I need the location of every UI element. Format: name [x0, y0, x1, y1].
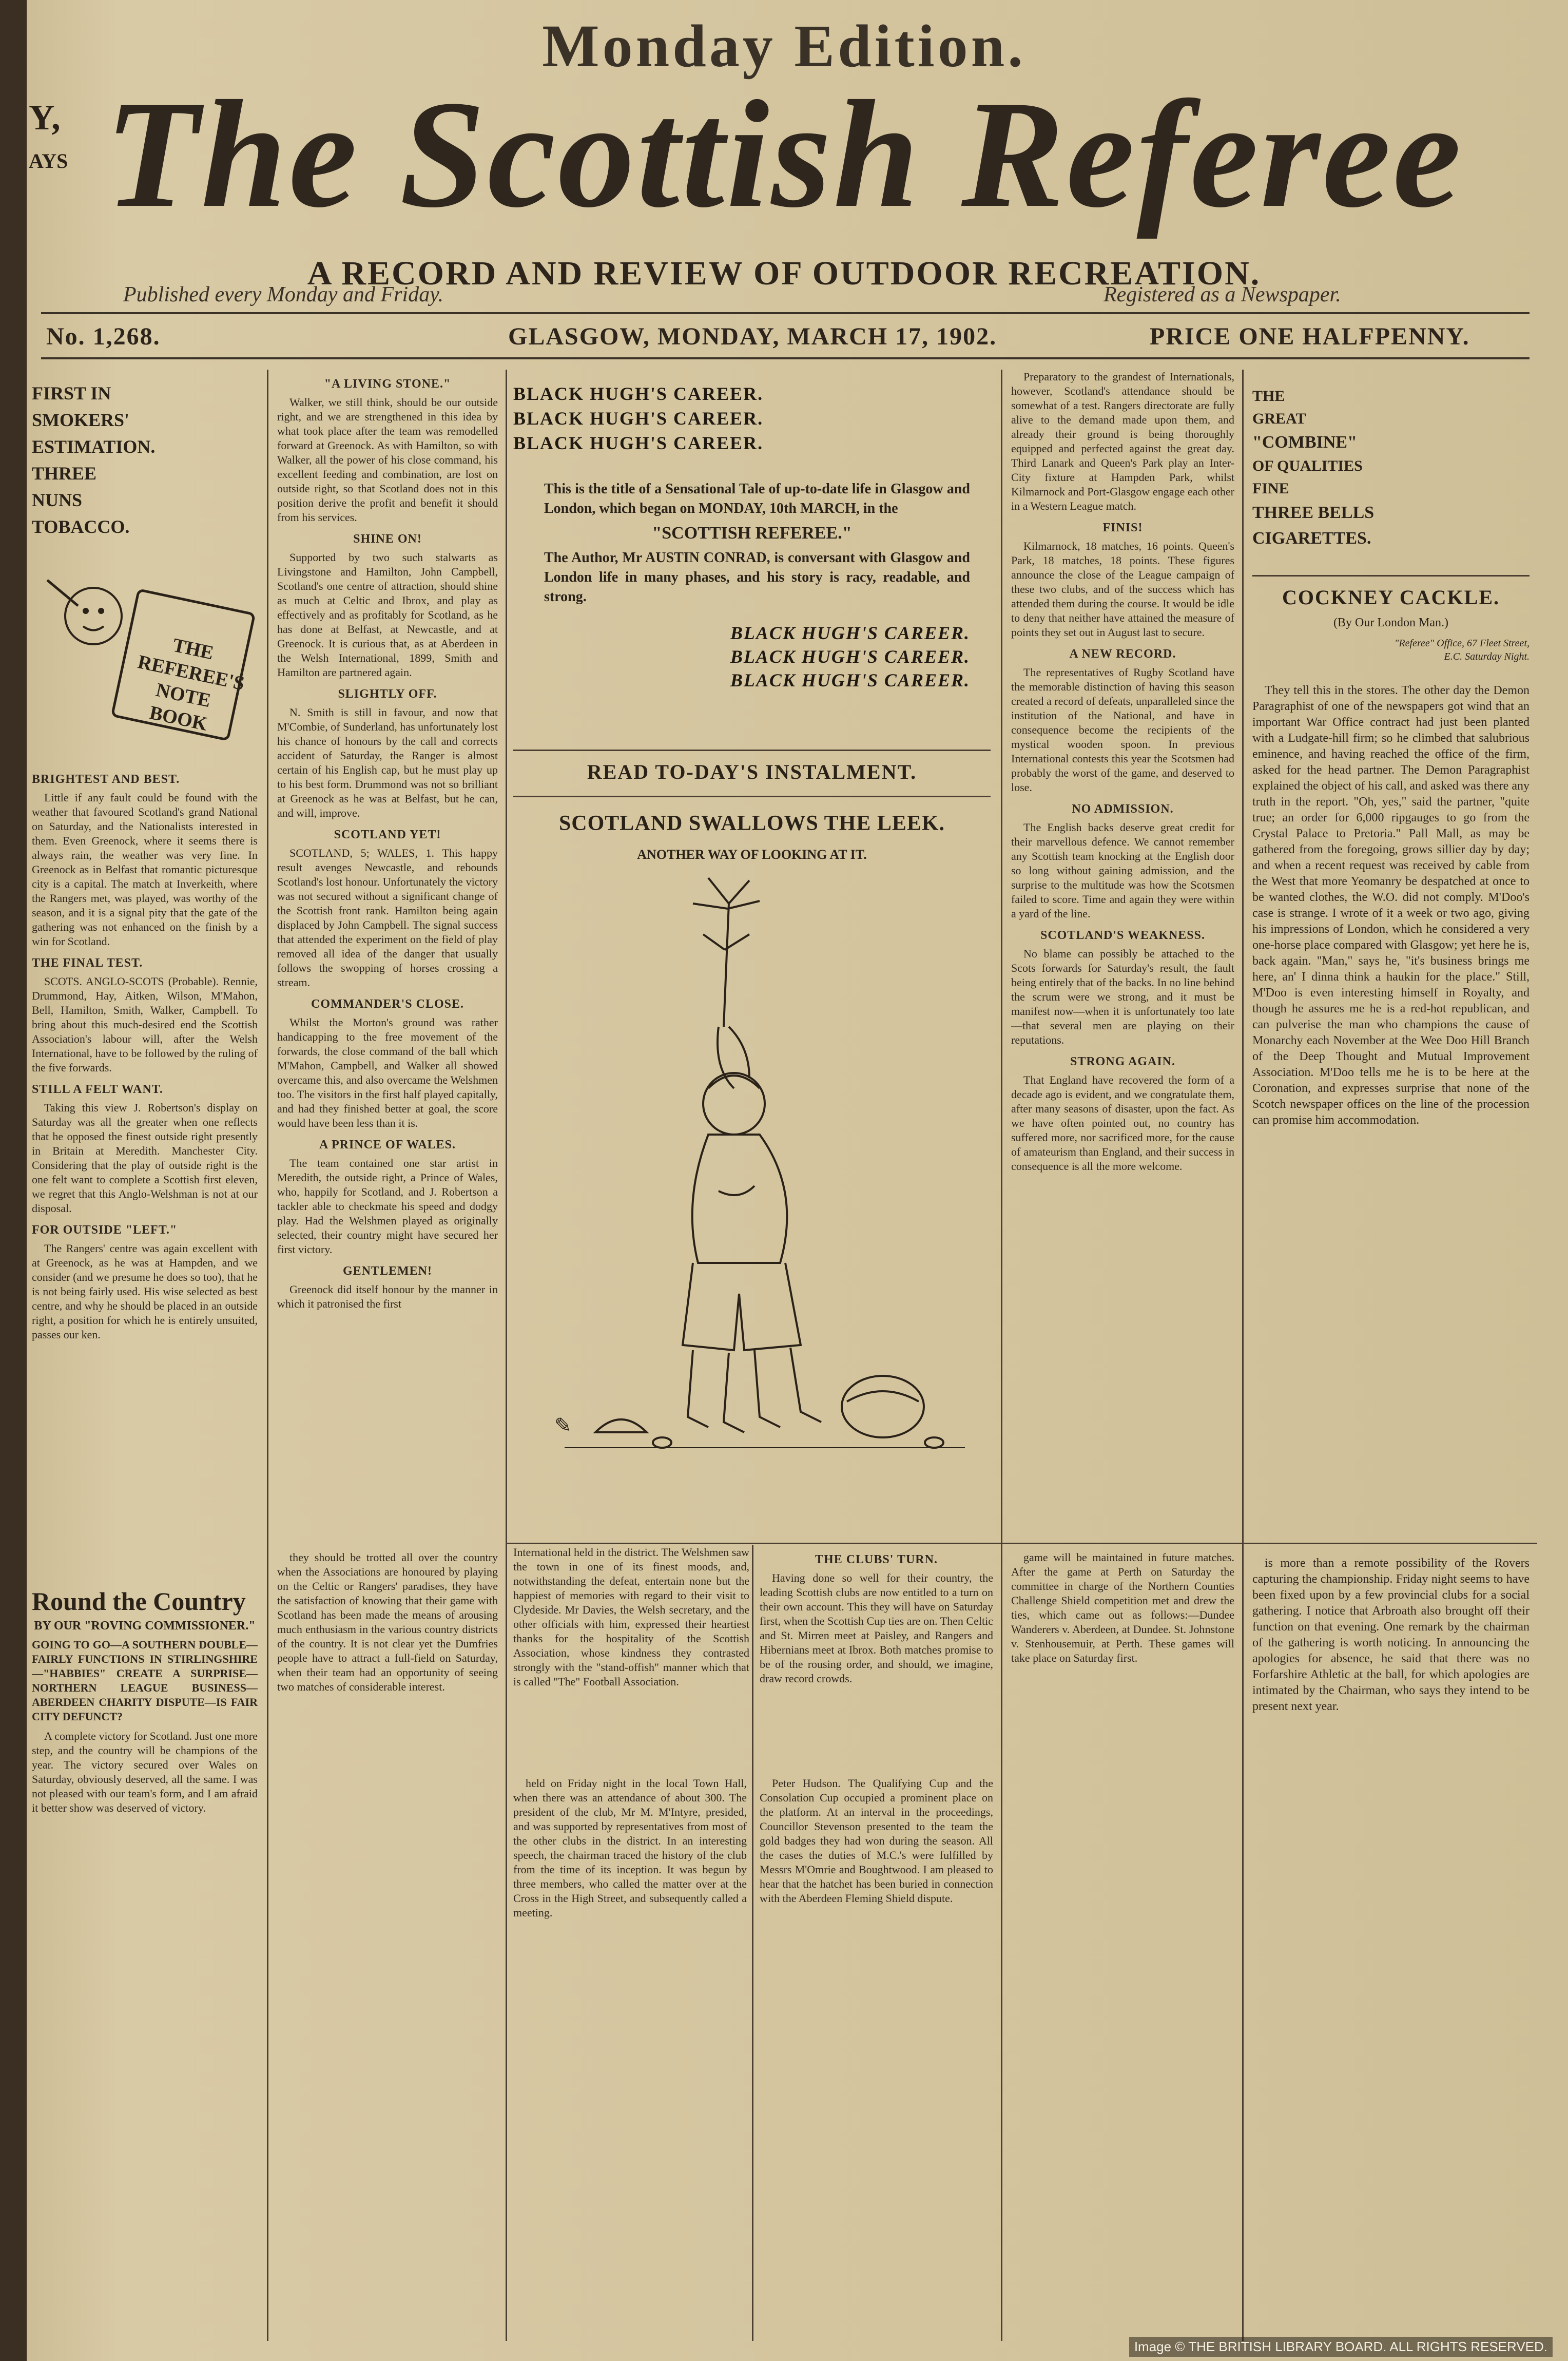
section-heading: SHINE ON!: [353, 532, 422, 546]
notebook-logo: [32, 560, 258, 755]
article-text: Whilst the Morton's ground was rather handicapping to the free movement of the forwards, the close command of the ball which M'Mahon, Campbell, and Walker all showed overcame this, and also overcame the Welshmen too. The visitors in the first half played capitally, and had they finished better at goal, the score would have been less than it is.: [277, 1016, 498, 1129]
image-credit: Image © THE BRITISH LIBRARY BOARD. ALL RIGHTS RESERVED.: [1129, 2337, 1553, 2357]
ad-line: NUNS: [32, 490, 83, 510]
section-heading: THE FINAL TEST.: [32, 956, 143, 970]
bottom-column-d: [1011, 1550, 1234, 2341]
column-rule: [752, 1545, 753, 2341]
article-text: International held in the district. The Welshmen saw the town in one of its finest moods, and, notwithstanding the defeat, entertain none but the happiest of memories with regard to their visit to Clydeside. Mr Davies, the Welsh secretary, and the other officials with him, expressed their heartiest thanks for the hospitality of the Scottish Association, whose kindness they contrasted strongly with the "stand-offish" manner which that is called "The" Football Association.: [513, 1546, 749, 1688]
section-heading: STRONG AGAIN.: [1070, 1055, 1176, 1068]
section-heading: COMMANDER'S CLOSE.: [311, 997, 464, 1011]
article-text: SCOTLAND, 5; WALES, 1. This happy result avenges Newcastle, and rebounds Scotland's lost honour. Unfortunately the victory was not secured without a significant change of the Scottish front rank. Hamilton being again displaced by John Campbell. The signal success that attended the experiment on the field of play removed all idea of the danger that usually follows the swopping of horses crossing a stream.: [277, 847, 498, 989]
registered-note: Registered as a Newspaper.: [1104, 283, 1341, 306]
round-country-byline: BY OUR "ROVING COMMISSIONER.": [34, 1619, 256, 1633]
notebook-label: THE REFEREE'S NOTE BOOK: [135, 634, 246, 735]
issue-number: No. 1,268.: [46, 323, 161, 350]
ad-line: FIRST IN: [32, 383, 111, 404]
bottom-column-c: [760, 1776, 993, 2341]
cockney-cackle-address: "Referee" Office, 67 Fleet Street, E.C. Saturday Night.: [1395, 638, 1530, 662]
promo-text: This is the title of a Sensational Tale of up-to-date life in Glasgow and London, which began on MONDAY, 10th MARCH, in the: [544, 481, 970, 516]
ad-line: "COMBINE": [1252, 433, 1357, 452]
promo-paper-name: "SCOTTISH REFEREE.": [652, 524, 852, 543]
column-two-articles: [277, 370, 498, 1545]
column-rule: [506, 370, 507, 2341]
article-text: A complete victory for Scotland. Just one more step, and the country will be champions of the year. The victory secured over Wales on Saturday, obviously deserved, all the same. I was not pleased with our team's form, and I am afraid it better show was deserved of victory.: [32, 1730, 258, 1814]
cartoon-subtitle: ANOTHER WAY OF LOOKING AT IT.: [637, 847, 867, 862]
price: PRICE ONE HALFPENNY.: [1150, 323, 1470, 350]
cockney-cackle-title: COCKNEY CACKLE.: [1282, 586, 1500, 609]
article-text: That England have recovered the form of a decade ago is evident, and we congratulate them, after many seasons of disaster, upon the fact. As we have often pointed out, no country has suffered more, nor sacrificed more, for the cause of amateurism than England, and their success in consequence is all the more welcome.: [1011, 1073, 1234, 1173]
section-heading: SCOTLAND YET!: [334, 828, 441, 841]
ad-line: SMOKERS': [32, 410, 130, 430]
dateline-rule: [41, 357, 1530, 359]
section-heading: SLIGHTLY OFF.: [338, 687, 437, 701]
article-text: Greenock did itself honour by the manner in which it patronised the first: [277, 1283, 498, 1310]
masthead-subtitle: A RECORD AND REVIEW OF OUTDOOR RECREATION.: [307, 255, 1261, 292]
column-rule: [1242, 370, 1244, 2341]
ad-line: THE: [1252, 388, 1285, 405]
article-text: Preparatory to the grandest of Internationals, however, Scotland's attendance should be somewhat of a test. Rangers directorate are fully alive to the demand made upon them, and already their ground is being thoroughly equipped and perfected against the great day. Third Lanark and Queen's Park play an Inter-City fixture at Hampden Park, whilst Kilmarnock and Port-Glasgow engage each other in a Western League match.: [1011, 370, 1234, 512]
section-heading: A PRINCE OF WALES.: [319, 1138, 456, 1151]
section-heading: THE CLUBS' TURN.: [815, 1553, 938, 1566]
section-rule: [513, 750, 991, 751]
cockney-cackle-body: [1252, 683, 1530, 1550]
article-text: Taking this view J. Robertson's display on Saturday was all the greater when one reflects that he opposed the finest outside right presently in Britain at Meredith. Manchester City. Considering that the play of outside right is the one felt want to complete a Scottish first eleven, we regret that this Anglo-Welshman is not at our disposal.: [32, 1101, 258, 1215]
masthead-rule: [41, 312, 1530, 314]
article-text: The English backs deserve great credit for their marvellous defence. We cannot remember any Scottish team knocking at the English door so long without gaining admission, and the surprise to the multitude was how the Scotsmen failed to score. Time and again they were within a yard of the line.: [1011, 821, 1234, 920]
article-text: Kilmarnock, 18 matches, 16 points. Queen's Park, 18 matches, 18 points. These figures announce the close of the League campaign of these two clubs, and of the success which has attended them during the course. It would be idle to deny that neither have attained the measure of points they set out in August last to secure.: [1011, 540, 1234, 639]
artist-monogram: ✎: [554, 1414, 572, 1437]
section-heading: NO ADMISSION.: [1072, 802, 1174, 816]
margin-fragment: Y,: [29, 98, 61, 138]
instalment-notice: READ TO-DAY'S INSTALMENT.: [587, 760, 917, 783]
section-heading: SCOTLAND'S WEAKNESS.: [1040, 929, 1205, 942]
section-heading: BRIGHTEST AND BEST.: [32, 773, 180, 786]
section-heading: GENTLEMEN!: [342, 1264, 432, 1278]
column-rule: [267, 370, 268, 2341]
article-text: Little if any fault could be found with the weather that favoured Scotland's grand National on Saturday, and the Nationalists interested in them. Even Greenock, where it seems there is always rain, the weather was very fine. In Greenock as in Belfast that romantic picturesque city is a capital. The match at Inverkeith, where the Rangers met, was played, was worthy of the season, and it is a signal pity that the gate of the gathering was not enhanced on the finish by a win for Scotland.: [32, 791, 258, 948]
ad-line: FINE: [1252, 480, 1289, 497]
article-text: N. Smith is still in favour, and now that M'Combie, of Sunderland, has unfortunately lost his chance of honours by the call and corrects accident of Saturday, the Ranger is almost certain of his English cap, but he must play up to his best form. Drummond was not so brilliant at Greenock as he was at Belfast, but he can, and will, improve.: [277, 706, 498, 819]
right-column-articles: [1011, 370, 1234, 1550]
article-text: SCOTS. ANGLO-SCOTS (Probable). Rennie, Drummond, Hay, Aitken, Wilson, M'Mahon, Bell, Hamilton, Smith, Walker, Campbell. To bring about this much-desired end the Scottish Association's labour will, after the Welsh International, have to be followed by the ruling of the five forwards.: [32, 975, 258, 1074]
round-country-body: [32, 1638, 258, 2341]
article-text: Walker, we still think, should be our outside right, and we are strengthened in this idea by what took place after the team was remodelled forward at Greenock. As with Hamilton, so with Walker, all the power of his close command, his excellent feeding and combination, are lost on outside right, so that Scotland does not in this position derive the profit and benefit it should from his services.: [277, 396, 498, 524]
promo-heading: BLACK HUGH'S CAREER.: [730, 646, 970, 667]
bottom-column-a: [277, 1550, 498, 2341]
promo-heading: BLACK HUGH'S CAREER.: [730, 623, 970, 643]
article-text: No blame can possibly be attached to the Scots forwards for Saturday's result, the fault being entirely that of the backs. In no line behind the scrum were we strong, and it must be manifest now—when it is unfortunately too late—that several men are playing on their reputations.: [1011, 947, 1234, 1046]
article-text: Peter Hudson. The Qualifying Cup and the Consolation Cup occupied a prominent place on the platform. At an interval in the proceedings, Councillor Stevenson presented to the team the gold badges they had won during the season. All the cases the duties of M.C.'s were fulfilled by Messrs M'Omrie and Boughtwood. I am pleased to hear that the hatchet has been buried in connection with the Aberdeen Fleming Shield dispute.: [760, 1777, 993, 1905]
section-heading: STILL A FELT WANT.: [32, 1083, 163, 1096]
bottom-column-e: [1252, 1556, 1530, 2341]
left-column-articles: [32, 765, 258, 1581]
published-note: Published every Monday and Friday.: [123, 283, 444, 306]
article-text: they should be trotted all over the country when the Associations are honoured by playing on the Celtic or Rangers' paradises, they have the satisfaction of knowing that their game with Scotland has been made the means of arousing much enthusiasm in the various country districts of the country. It is not clear yet the Dumfries people have to attract a full-field on Saturday, when their team had an opportunity of seeing two matches of considerable interest.: [277, 1551, 498, 1693]
binding-gutter: [0, 0, 27, 2361]
bottom-column-b: [513, 1776, 747, 2341]
cartoon-title: SCOTLAND SWALLOWS THE LEEK.: [558, 812, 945, 835]
column-rule: [1001, 370, 1002, 2341]
section-heading: FINIS!: [1102, 521, 1143, 534]
article-text: held on Friday night in the local Town Hall, when there was an attendance of about 300. The president of the club, Mr M. M'Intyre, presided, and was supported by representatives from most of the other clubs in the district. In an interesting speech, the chairman traced the history of the club from the time of its inception. It was begun by three members, who called the matter over at the Cross in the High Street, and subsequently called a meeting.: [513, 1777, 747, 1919]
centre-bottom-left: [513, 1545, 749, 1771]
margin-fragment: AYS: [29, 149, 68, 172]
cockney-cackle-byline: (By Our London Man.): [1333, 616, 1448, 629]
ad-line: TOBACCO.: [32, 516, 130, 537]
article-text: Supported by two such stalwarts as Livingstone and Hamilton, John Campbell, Scotland's one centre of attraction, should shine as much at Celtic and Ibrox, and play as effectively and as profitably for Scotland, as he has done at Belfast, at Newcastle, and at Greenock. It is curious that, as at Aberdeen in the Welsh International, 1899, Smith and Hamilton are partnered again.: [277, 551, 498, 679]
article-text: game will be maintained in future matches. After the game at Perth on Saturday the committee in charge of the Northern Counties Challenge Shield competition met and drew the ties, which came out as follows:—Dundee Wanderers v. Aberdeen, at Dundee. St. Johnstone v. Stenhousemuir, at Perth. These games will take place on Saturday first.: [1011, 1551, 1234, 1664]
ad-line: OF QUALITIES: [1252, 457, 1363, 474]
serial-promo: [513, 380, 991, 693]
article-text: They tell this in the stores. The other day the Demon Paragraphist of one of the newspapers got wind that an important War Office contract had just been planted with a Ludgate-hill firm; so he climbed that salubrious eminence, and having reached the office of the firm, asked for the head partner. The Demon Paragraphist explained the object of his call, and asked was there any truth in the report. "Oh, yes," said the partner, "quite true; an order for 6,000 ripgauges to go from the Crystal Palace to Pretoria." Pall Mall, as may be gathered from the foregoing, grows sillier day by day; and when a recent request was received by cable from the West that more Yeomanry be despatched at once to be wanted clothes, the W.O. did not comply. M'Doo's case is strange. I wrote of it a week or two ago, giving his impressions of London, which he considered a very one-horse place compared with Glasgow; yet here he is, back again. "Man," says he, "it's business brings me here, an' I dinna think a haukin for the place." Still, M'Doo is even interesting himself in Royalty, and though he assures me he is a red-hot republican, and can pulverise the man who champions the cause of Monarchy each November at the Wee Doo Hill Branch of the Deep Thought and Mutual Improvement Association. M'Doo tells me he is to be here at the Coronation, and expresses surprise that none of the Scotch newspaper offices on the line of the procession can promise him accommodation.: [1252, 684, 1530, 1127]
ad-line: CIGARETTES.: [1252, 529, 1371, 548]
round-country-title: Round the Country: [32, 1587, 246, 1616]
issue-date: GLASGOW, MONDAY, MARCH 17, 1902.: [508, 323, 997, 350]
article-text: The team contained one star artist in Meredith, the outside right, a Prince of Wales, who, happily for Scotland, and J. Robertson a tackler able to checkmate his speed and dodgy play. Had the Welshmen played as originally selected, their country might have secured her first victory.: [277, 1157, 498, 1256]
section-heading: A NEW RECORD.: [1069, 647, 1176, 661]
clubs-turn: [760, 1545, 993, 1771]
article-text: The representatives of Rugby Scotland have the memorable distinction of having this season created a record of defeats, unparalleled since the institution of the National, and have in consequence become the recipients of the mystical wooden spoon. In previous International contests this year the Scotsmen had probably the worst of the game, and deserved to lose.: [1011, 666, 1234, 794]
edition-label: Monday Edition.: [542, 12, 1026, 80]
smokers-ad: [32, 380, 258, 540]
promo-heading: BLACK HUGH'S CAREER.: [513, 383, 764, 404]
promo-heading: BLACK HUGH'S CAREER.: [730, 670, 970, 690]
section-rule: [513, 796, 991, 797]
masthead-title: The Scottish Referee: [105, 69, 1463, 239]
cigarette-ad: [1252, 385, 1530, 551]
promo-heading: BLACK HUGH'S CAREER.: [513, 408, 764, 429]
ad-line: GREAT: [1252, 410, 1306, 427]
article-text: The Rangers' centre was again excellent with at Greenock, as he was at Hampden, and we consider (and we presume he does so too), that he is not being fairly used. His wise selected as best centre, and why he should be placed in an outside right, a position for which he is entirely unsuited, passes our ken.: [32, 1242, 258, 1341]
ad-line: ESTIMATION.: [32, 436, 156, 457]
section-rule: [1252, 575, 1530, 577]
ad-line: THREE: [32, 463, 97, 484]
ad-line: THREE BELLS: [1252, 503, 1375, 522]
promo-text: The Author, Mr AUSTIN CONRAD, is conversant with Glasgow and London life in many phases, and his story is racy, readable, and strong.: [544, 550, 970, 605]
cartoon-illustration: [513, 873, 991, 1535]
article-text: is more than a remote possibility of the Rovers capturing the championship. Friday night seems to have been fixed upon by a few provincial clubs for a social gathering. I notice that Arbroath also brought off their function on that evening. One remark by the chairman of the gathering is worth noticing. In announcing the apologies for absence, he said that there was no Forfarshire Athletic at the ball, for which apologies are intimated by the Chairman, who says they intend to be present next year.: [1252, 1557, 1530, 1713]
article-text: Having done so well for their country, the leading Scottish clubs are now entitled to a turn on their own account. This they will have on Saturday first, when the Scottish Cup ties are on. Then Celtic and St. Mirren meet at Paisley, and Rangers and Hibernians meet at Ibrox. Both matches promise to be of the rousing order, and should, we imagine, draw record crowds.: [760, 1571, 993, 1685]
round-country-deck: GOING TO GO—A SOUTHERN DOUBLE—FAIRLY FUNCTIONS IN STIRLINGSHIRE—"HABBIES" CREATE A SURPRISE—NORTHERN LEAGUE BUSINESS—ABERDEEN CHARITY DISPUTE—IS FAIR CITY DEFUNCT?: [32, 1638, 258, 1723]
promo-heading: BLACK HUGH'S CAREER.: [513, 433, 764, 453]
section-heading: "A LIVING STONE.": [324, 377, 451, 391]
round-country-header: [32, 1586, 258, 1633]
section-heading: FOR OUTSIDE "LEFT.": [32, 1223, 178, 1237]
